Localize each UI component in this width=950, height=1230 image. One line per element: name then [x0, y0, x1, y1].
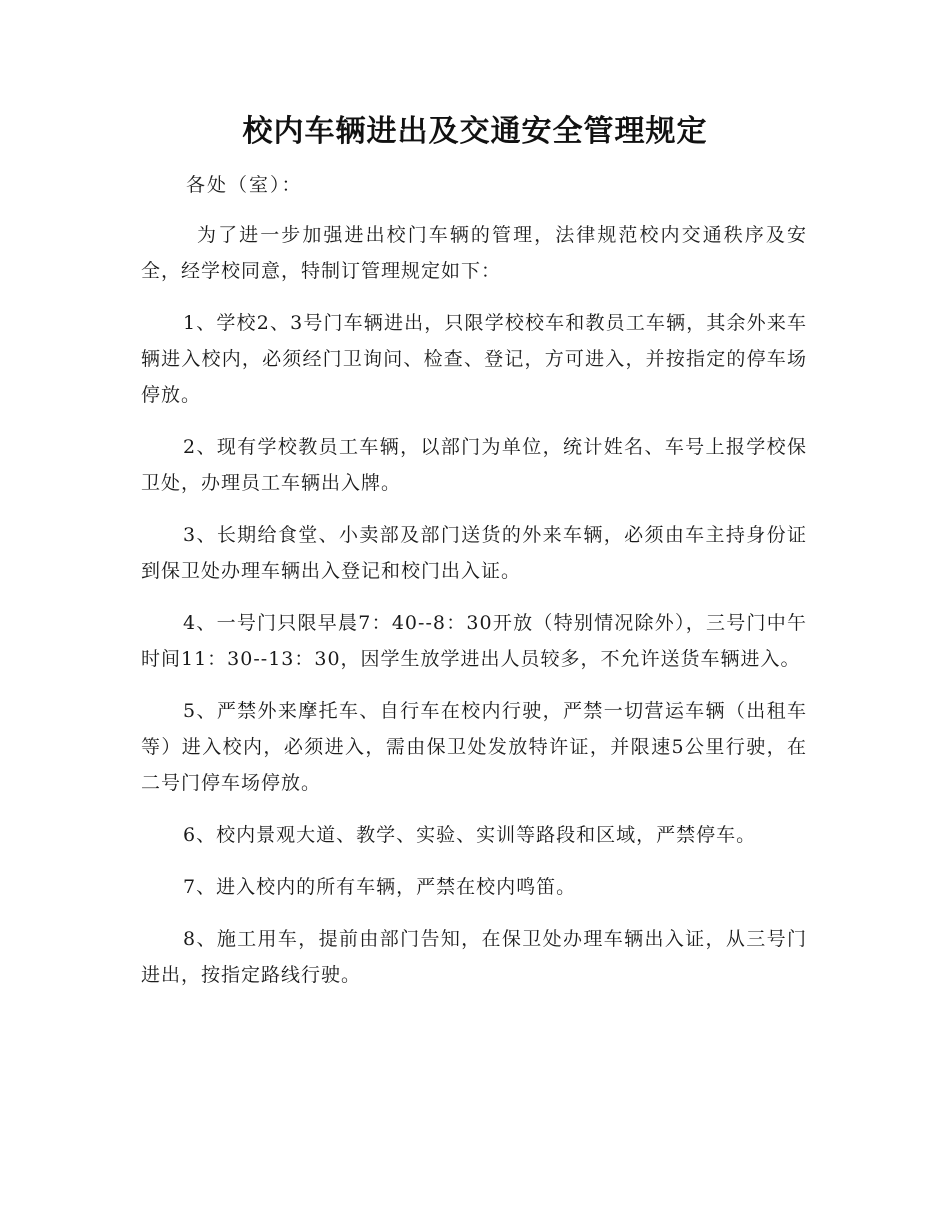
rule-paragraph-3: 3、长期给食堂、小卖部及部门送货的外来车辆，必须由车主持身份证到保卫处办理车辆出入登记和校门出入证。: [141, 524, 807, 582]
rule-paragraph-8: 8、施工用车，提前由部门告知，在保卫处办理车辆出入证，从三号门进出，按指定路线行驶。: [141, 928, 807, 986]
salutation: 各处（室）：: [186, 174, 303, 196]
rule-paragraph-5: 5、严禁外来摩托车、自行车在校内行驶，严禁一切营运车辆（出租车等）进入校内，必须进入，需由保卫处发放特许证，并限速5公里行驶，在二号门停车场停放。: [141, 700, 807, 794]
document-body: [141, 217, 807, 1009]
rule-paragraph-7: 7、进入校内的所有车辆，严禁在校内鸣笛。: [183, 876, 577, 898]
intro-paragraph: 为了进一步加强进出校门车辆的管理，法律规范校内交通秩序及安全，经学校同意，特制订管理规定如下：: [141, 224, 807, 282]
document-title: 校内车辆进出及交通安全管理规定: [242, 114, 708, 149]
rule-paragraph-1: 1、学校2、3号门车辆进出，只限学校校车和教员工车辆，其余外来车辆进入校内，必须经门卫询问、检查、登记，方可进入，并按指定的停车场停放。: [141, 312, 807, 406]
rule-paragraph-6: 6、校内景观大道、教学、实验、实训等路段和区域，严禁停车。: [183, 824, 757, 846]
rule-paragraph-2: 2、现有学校教员工车辆，以部门为单位，统计姓名、车号上报学校保卫处，办理员工车辆出入牌。: [141, 436, 807, 494]
rule-paragraph-4: 4、一号门只限早晨7：40--8：30开放（特别情况除外），三号门中午时间11：30--13：30，因学生放学进出人员较多，不允许送货车辆进入。: [141, 612, 807, 670]
